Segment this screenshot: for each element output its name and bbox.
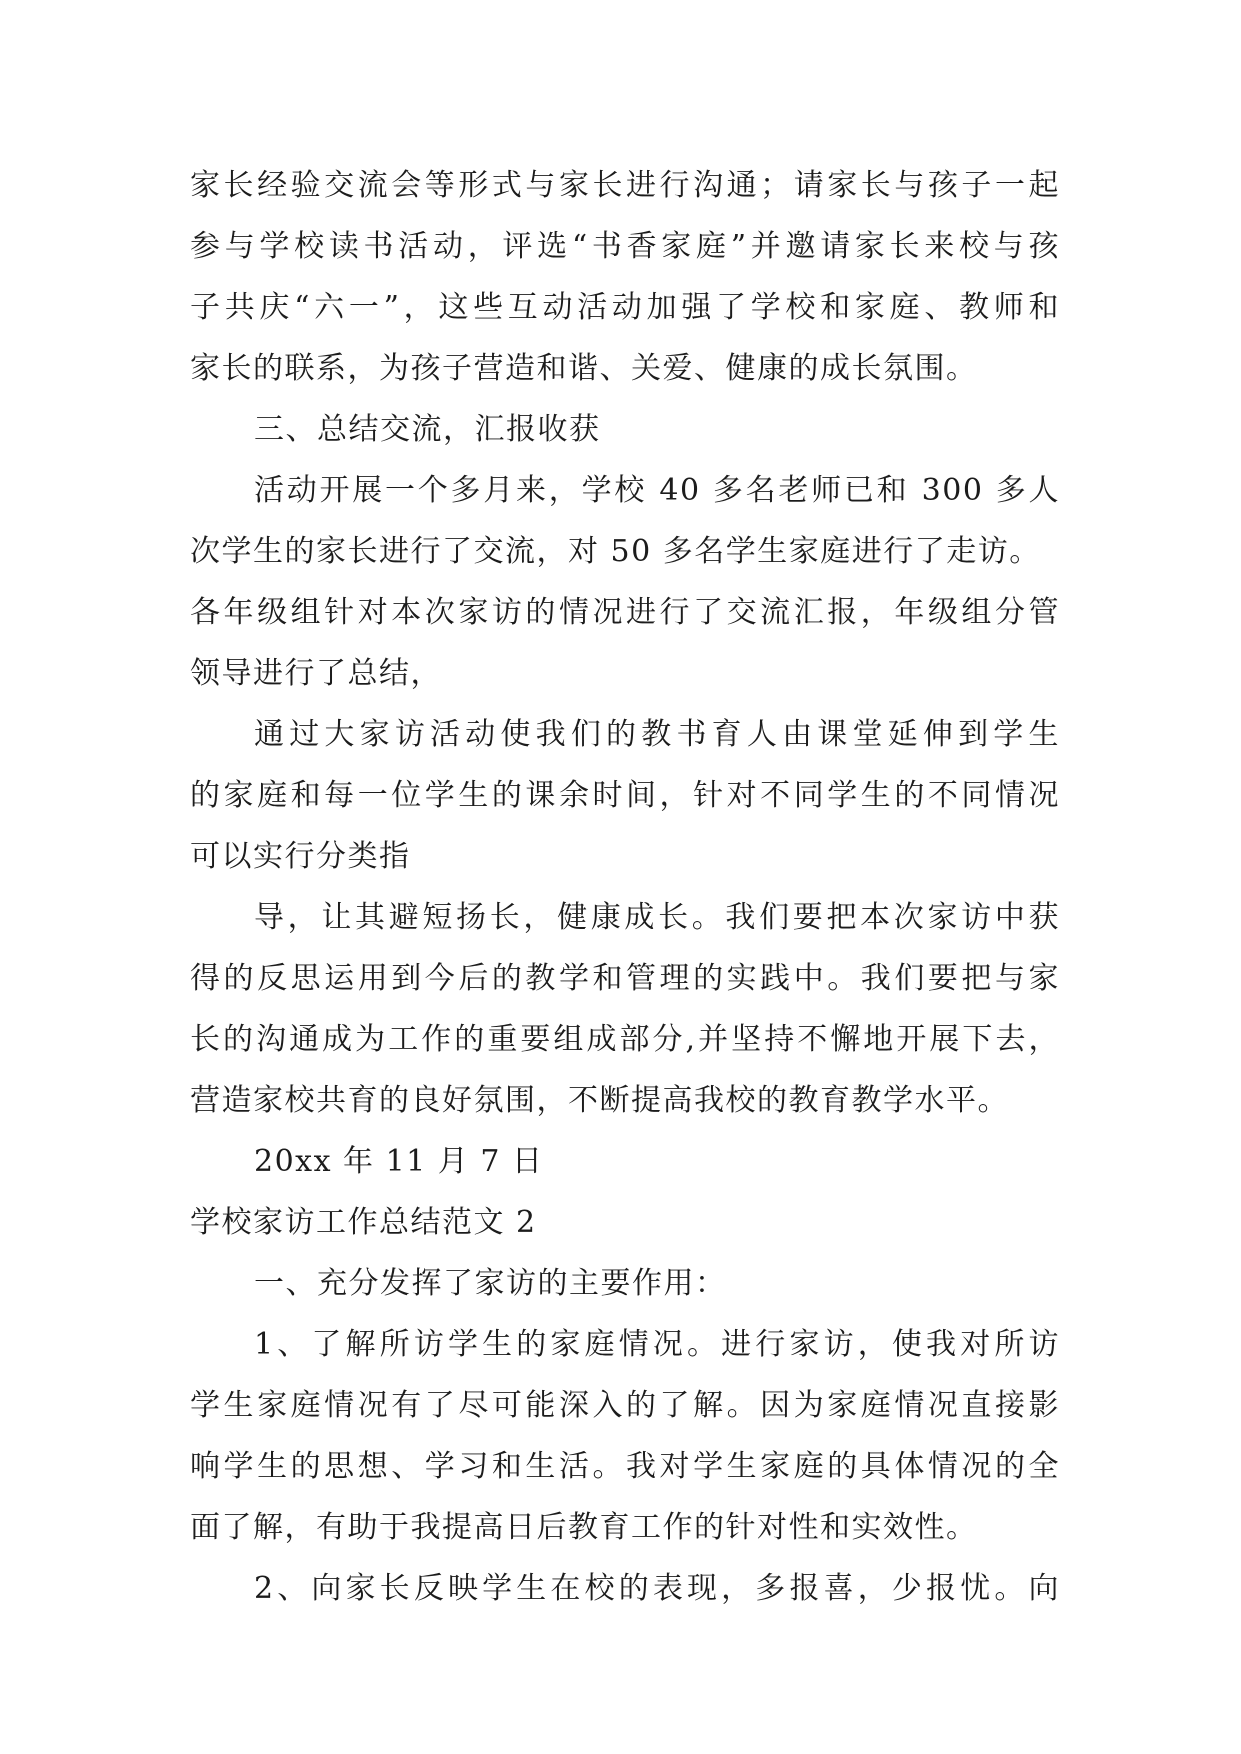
text-line: 次学生的家长进行了交流，对 50 多名学生家庭进行了走访。 [190, 534, 1041, 569]
text-line: 面了解，有助于我提高日后教育工作的针对性和实效性。 [190, 1510, 978, 1545]
text-line: 活动开展一个多月来，学校 40 多名老师已和 300 多人 [254, 473, 1060, 508]
text-line: 参与学校读书活动，评选“书香家庭”并邀请家长来校与孩 [190, 229, 1060, 264]
text-line: 2、向家长反映学生在校的表现，多报喜，少报忧。向 [254, 1571, 1060, 1606]
section-heading: 一、充分发挥了家访的主要作用： [254, 1266, 727, 1301]
text-line: 家长经验交流会等形式与家长进行沟通；请家长与孩子一起 [190, 168, 1060, 203]
text-line: 的家庭和每一位学生的课余时间，针对不同学生的不同情况 [190, 778, 1060, 813]
text-line: 1、了解所访学生的家庭情况。进行家访，使我对所访 [254, 1327, 1060, 1362]
text-line: 长的沟通成为工作的重要组成部分,并坚持不懈地开展下去， [190, 1022, 1060, 1057]
section-heading: 三、总结交流，汇报收获 [254, 412, 601, 447]
text-line: 得的反思运用到今后的教学和管理的实践中。我们要把与家 [190, 961, 1060, 996]
text-line: 子共庆“六一”，这些互动活动加强了学校和家庭、教师和 [190, 290, 1060, 325]
date-line: 20xx 年 11 月 7 日 [254, 1144, 544, 1179]
document-body [190, 155, 1060, 1619]
text-line: 家长的联系，为孩子营造和谐、关爱、健康的成长氛围。 [190, 351, 978, 386]
text-line: 可以实行分类指 [190, 839, 411, 874]
text-line: 学生家庭情况有了尽可能深入的了解。因为家庭情况直接影 [190, 1388, 1060, 1423]
text-line: 通过大家访活动使我们的教书育人由课堂延伸到学生 [254, 717, 1060, 752]
text-line: 领导进行了总结， [190, 656, 442, 691]
text-line: 响学生的思想、学习和生活。我对学生家庭的具体情况的全 [190, 1449, 1060, 1484]
text-line: 营造家校共育的良好氛围，不断提高我校的教育教学水平。 [190, 1083, 1009, 1118]
text-line: 导，让其避短扬长，健康成长。我们要把本次家访中获 [254, 900, 1060, 935]
text-line: 各年级组针对本次家访的情况进行了交流汇报，年级组分管 [190, 595, 1060, 630]
document-title: 学校家访工作总结范文 2 [190, 1205, 537, 1240]
